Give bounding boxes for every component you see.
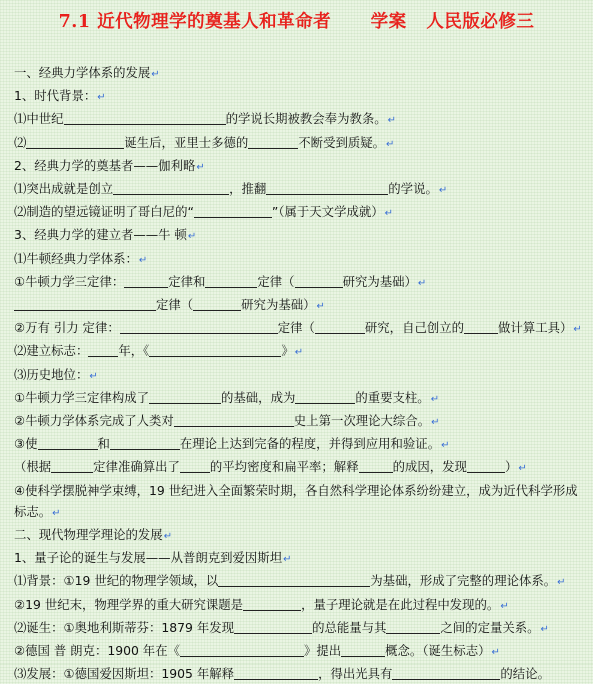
paragraph-mark-icon: ↵ [316, 301, 325, 313]
text-segment: 做计算工具） [498, 320, 573, 336]
blank-field[interactable] [180, 643, 304, 657]
blank-field[interactable] [193, 297, 241, 311]
text-segment: ①牛顿力学三定律： [14, 273, 125, 289]
text-segment: ⑴突出成就是创立 [14, 181, 114, 197]
text-paragraph [14, 480, 589, 524]
text-segment: 的基础，成为 [221, 389, 296, 405]
text-segment: 诞生后，亚里士多德的 [124, 134, 249, 150]
text-segment: ⑴中世纪 [14, 111, 64, 127]
text-segment: 定律（ [277, 320, 315, 336]
paragraph-mark-icon: ↵ [518, 463, 527, 475]
text-segment: 之间的定量关系。 [440, 619, 540, 635]
text-segment: 定律和 [168, 273, 206, 289]
text-segment: ②万有 引力 定律： [14, 320, 120, 336]
text-line [14, 201, 589, 224]
paragraph-mark-icon: ↵ [500, 600, 509, 612]
text-segment: ④使科学摆脱神学束缚，19 世纪进入全面繁荣时期，各自然科学理论体系纷纷建立，成为近代科学形成标志。 [14, 482, 578, 519]
paragraph-mark-icon: ↵ [384, 208, 394, 220]
blank-field[interactable] [295, 390, 355, 404]
blank-field[interactable] [392, 666, 500, 680]
blank-field[interactable] [14, 297, 156, 311]
text-segment: ⑶发展：①德国爱因斯坦：1905 年解释 [14, 666, 235, 682]
blank-field[interactable] [266, 181, 388, 195]
blank-field[interactable] [341, 643, 385, 657]
text-segment: ”（属于天文学成就） [271, 204, 384, 220]
section-heading [14, 62, 589, 85]
text-segment: 为基础，形成了完整的理论体系。 [370, 573, 557, 589]
paragraph-mark-icon: ↵ [52, 507, 61, 519]
text-segment: 研究为基础） [342, 273, 417, 289]
paragraph-mark-icon: ↵ [187, 231, 197, 243]
text-line [14, 410, 589, 433]
text-segment: 定律（ [156, 297, 194, 313]
text-segment: 的成因，发现 [392, 459, 467, 475]
text-line [14, 108, 589, 131]
text-segment: 2、经典力学的奠基者——伽利略 [14, 157, 196, 173]
text-segment: 不断受到质疑。 [298, 134, 386, 150]
text-segment: 二、现代物理学理论的发展 [14, 527, 163, 543]
text-segment: ） [504, 459, 518, 475]
text-segment: ⑴牛顿经典力学体系： [14, 250, 138, 266]
text-segment: 的总能量与其 [312, 619, 387, 635]
text-line [14, 663, 589, 684]
text-segment: 》 [281, 343, 294, 359]
text-segment: ②19 世纪末，物理学界的重大研究课题是 [14, 596, 244, 612]
blank-field[interactable] [194, 204, 272, 218]
text-line [14, 433, 589, 456]
blank-field[interactable] [26, 135, 124, 149]
text-segment: 的学说。 [388, 181, 438, 197]
blank-field[interactable] [295, 274, 343, 288]
paragraph-mark-icon: ↵ [89, 370, 98, 382]
text-segment: 的重要支柱。 [355, 389, 430, 405]
blank-field[interactable] [180, 459, 210, 473]
text-line [14, 248, 589, 271]
text-segment: ，推翻 [229, 181, 267, 197]
text-segment: 年，《 [118, 343, 150, 359]
blank-field[interactable] [359, 459, 393, 473]
subsection-heading [14, 224, 589, 247]
text-segment: 的学说长期被教会奉为教条。 [225, 111, 387, 127]
paragraph-mark-icon: ↵ [294, 347, 304, 359]
paragraph-mark-icon: ↵ [138, 254, 148, 266]
text-segment: 1、时代背景： [14, 88, 97, 104]
paragraph-mark-icon: ↵ [417, 277, 427, 289]
paragraph-mark-icon: ↵ [438, 185, 448, 197]
blank-field[interactable] [248, 135, 298, 149]
text-segment: ，得出光具有 [318, 666, 393, 682]
blank-field[interactable] [124, 274, 168, 288]
blank-field[interactable] [120, 320, 278, 334]
blank-field[interactable] [234, 666, 318, 680]
blank-field[interactable] [464, 320, 498, 334]
section-heading [14, 524, 589, 547]
text-segment: ⑵诞生：①奥地利斯蒂芬：1879 年发现 [14, 619, 235, 635]
paragraph-mark-icon: ↵ [386, 138, 395, 150]
paragraph-mark-icon: ↵ [540, 623, 549, 635]
blank-field[interactable] [149, 343, 281, 357]
text-paragraph [14, 570, 589, 593]
text-segment: （根据 [14, 459, 52, 475]
text-line [14, 178, 589, 201]
blank-field[interactable] [51, 459, 93, 473]
text-segment: 定律（ [257, 273, 295, 289]
text-line [14, 132, 589, 155]
text-line [14, 340, 589, 363]
text-segment: 3、经典力学的建立者——牛 顿 [14, 227, 187, 243]
blank-field[interactable] [315, 320, 365, 334]
paragraph-mark-icon: ↵ [441, 440, 450, 452]
page-title: 7.1 近代物理学的奠基人和革命者 学案 人民版必修三 [58, 12, 535, 32]
text-line [14, 594, 589, 617]
blank-field[interactable] [243, 597, 301, 611]
paragraph-mark-icon: ↵ [430, 393, 440, 405]
text-segment: ⑴背景：①19 世纪的物理学领域，以 [14, 573, 219, 589]
text-segment: 概念。（诞生标志） [385, 643, 491, 659]
blank-field[interactable] [174, 413, 294, 427]
text-segment: ⑵制造的望远镜证明了哥白尼的“ [14, 204, 194, 220]
subsection-heading [14, 155, 589, 178]
paragraph-mark-icon: ↵ [163, 531, 173, 543]
text-segment: ②德国 普 朗克：1900 年在《 [14, 643, 180, 659]
text-segment: 史上第一次理论大综合。 [293, 413, 431, 429]
text-segment: 研究，自己创立的 [364, 320, 465, 336]
text-segment: 》提出 [303, 643, 342, 659]
text-line [14, 617, 589, 640]
text-line [14, 317, 589, 340]
text-segment: ②牛顿力学体系完成了人类对 [14, 413, 174, 429]
blank-field[interactable] [88, 343, 118, 357]
text-segment: 一、经典力学体系的发展 [14, 65, 151, 80]
text-segment: 1、量子论的诞生与发展——从普朗克到爱因斯坦 [14, 550, 283, 566]
text-line [14, 387, 589, 410]
paragraph-mark-icon: ↵ [97, 92, 106, 104]
paragraph-mark-icon: ↵ [283, 554, 292, 566]
paragraph-mark-icon: ↵ [557, 577, 566, 589]
paragraph-mark-icon: ↵ [387, 115, 397, 127]
text-line [14, 456, 589, 479]
blank-field[interactable] [149, 390, 221, 404]
document-body [14, 62, 589, 684]
blank-field[interactable] [234, 620, 312, 634]
text-segment: ③使 [14, 436, 38, 452]
text-line [14, 364, 589, 387]
text-segment: ，量子理论就是在此过程中发现的。 [301, 596, 500, 612]
text-line [14, 271, 589, 294]
blank-field[interactable] [38, 436, 98, 450]
text-segment: ⑶历史地位： [14, 366, 89, 382]
text-segment: 和 [97, 436, 110, 452]
paragraph-mark-icon: ↵ [151, 69, 160, 80]
blank-field[interactable] [113, 181, 229, 195]
text-segment: 在理论上达到完备的程度，并得到应用和验证。 [179, 436, 441, 452]
text-line [14, 294, 589, 317]
text-segment: ⑵建立标志： [14, 343, 89, 359]
text-segment: 定律准确算出了 [93, 459, 180, 475]
paragraph-mark-icon: ↵ [196, 161, 205, 173]
subsection-heading [14, 85, 589, 108]
paragraph-mark-icon: ↵ [431, 417, 440, 429]
text-segment: 的结论。 [500, 666, 550, 682]
text-segment: ①牛顿力学三定律构成了 [14, 389, 150, 405]
paragraph-mark-icon: ↵ [573, 324, 582, 336]
blank-field[interactable] [64, 111, 226, 125]
blank-field[interactable] [467, 459, 505, 473]
blank-field[interactable] [110, 436, 180, 450]
text-segment: 的平均密度和扁平率；解释 [209, 459, 359, 475]
paragraph-mark-icon: ↵ [491, 647, 500, 659]
blank-field[interactable] [386, 620, 440, 634]
blank-field[interactable] [218, 573, 370, 587]
blank-field[interactable] [205, 274, 257, 288]
text-segment: ⑵ [14, 134, 27, 150]
watermark-decoration [459, 642, 589, 662]
subsection-heading [14, 547, 589, 570]
text-segment: 研究为基础） [241, 297, 316, 313]
